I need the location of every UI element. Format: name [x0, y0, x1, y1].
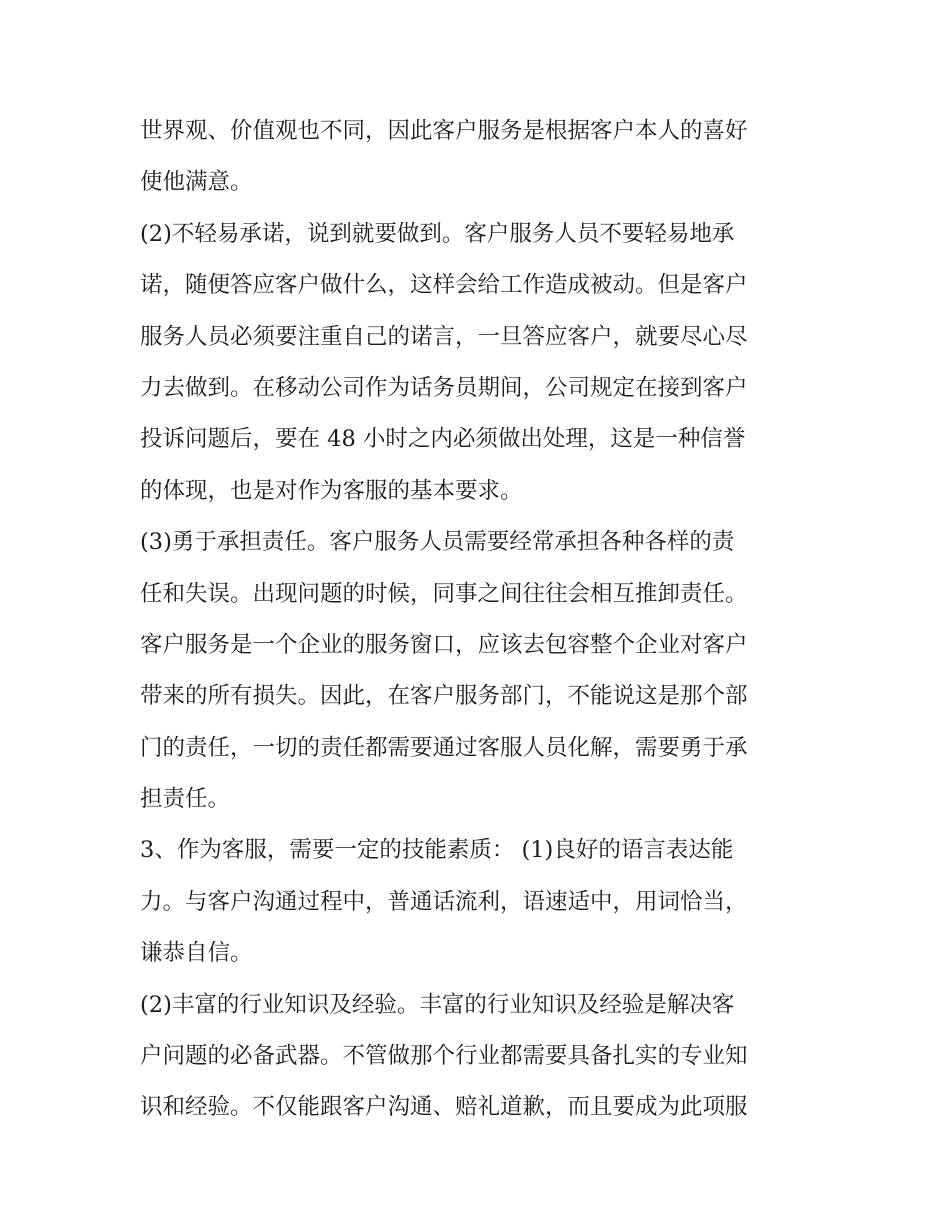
text-line: 3、作为客服，需要一定的技能素质： (1)良好的语言表达能: [140, 837, 734, 864]
text-line: (3)勇于承担责任。客户服务人员需要经常承担各种各样的责: [140, 529, 735, 556]
text-line: 客户服务是一个企业的服务窗口，应该去包容整个企业对客户: [140, 631, 748, 658]
text-line: 投诉问题后，要在 48 小时之内必须做出处理，这是一种信誉: [140, 426, 746, 453]
text-line: 的体现，也是对作为客服的基本要求。: [140, 477, 523, 504]
text-line: 任和失误。出现问题的时候，同事之间往往会相互推卸责任。: [140, 580, 748, 607]
text-line: 担责任。: [140, 786, 231, 813]
text-line: 世界观、价值观也不同，因此客户服务是根据客户本人的喜好: [140, 118, 748, 144]
text-line: 力。与客户沟通过程中，普通话流利，语速适中，用词恰当，: [140, 888, 748, 915]
text-line: 使他满意。: [140, 169, 253, 196]
text-line: (2)不轻易承诺，说到就要做到。客户服务人员不要轻易地承: [140, 220, 735, 247]
text-line: 诺，随便答应客户做什么，这样会给工作造成被动。但是客户: [140, 272, 748, 299]
text-line: 识和经验。不仅能跟客户沟通、赔礼道歉，而且要成为此项服: [140, 1094, 748, 1121]
text-line: (2)丰富的行业知识及经验。丰富的行业知识及经验是解决客: [140, 991, 735, 1018]
document-body: [140, 106, 820, 1134]
text-line: 门的责任，一切的责任都需要通过客服人员化解，需要勇于承: [140, 734, 748, 761]
text-line: 谦恭自信。: [140, 940, 253, 967]
text-line: 服务人员必须要注重自己的诺言，一旦答应客户，就要尽心尽: [140, 323, 748, 350]
text-line: 带来的所有损失。因此，在客户服务部门，不能说这是那个部: [140, 683, 748, 710]
text-line: 户问题的必备武器。不管做那个行业都需要具备扎实的专业知: [140, 1043, 748, 1070]
text-line: 力去做到。在移动公司作为话务员期间，公司规定在接到客户: [140, 374, 748, 401]
